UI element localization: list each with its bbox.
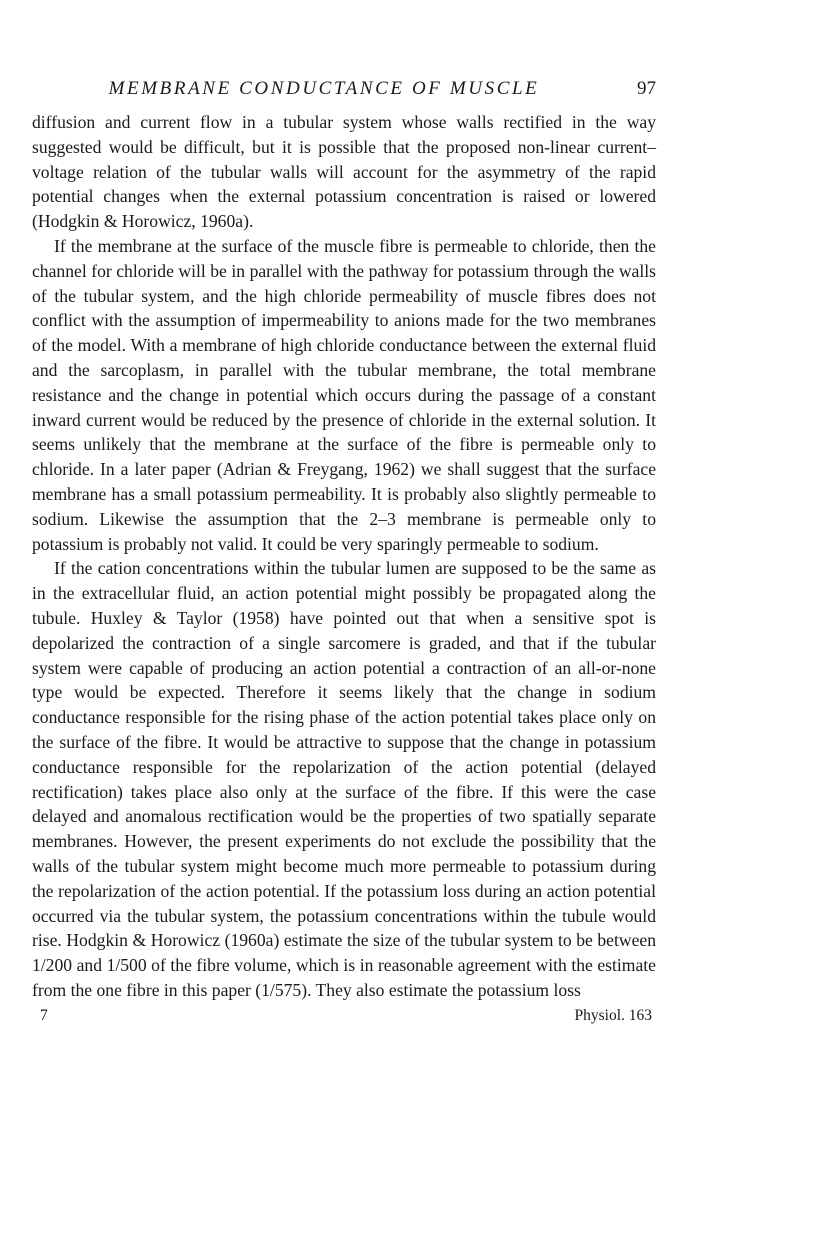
- running-title: MEMBRANE CONDUCTANCE OF MUSCLE: [108, 78, 540, 99]
- journal-reference: Physiol. 163: [574, 1006, 652, 1024]
- body-text: [32, 110, 656, 1003]
- page-number: 97: [637, 78, 656, 99]
- paragraph-chloride-permeability: If the membrane at the surface of the muscle fibre is permeable to chloride, then the channel for chloride will be in parallel with the pathway for potassium through the walls of the tubular system, and the high chloride permeability of muscle fibres does not conflict with the assumption of impermeability to anions made for the two membranes of the model. With a membrane of high chloride conductance between the external fluid and the sarcoplasm, in parallel with the tubular membrane, the total membrane resistance and the change in potential which occurs during the passage of a constant inward current would be reduced by the presence of chloride in the external solution. It seems unlikely that the membrane at the surface of the fibre is permeable only to chloride. In a later paper (Adrian & Freygang, 1962) we shall suggest that the surface membrane has a small potassium permeability. It is probably also slightly permeable to sodium. Likewise the assumption that the 2–3 membrane is permeable only to potassium is probably not valid. It could be very sparingly permeable to sodium.: [32, 235, 656, 554]
- paragraph-continuation: diffusion and current flow in a tubular system whose walls rectified in the way suggested would be difficult, but it is possible that the proposed non-linear current–voltage relation of the tubular walls will account for the asymmetry of the rapid potential changes when the external potassium concentration is raised or lowered (Hodgkin & Horowicz, 1960a).: [32, 112, 656, 232]
- paragraph-action-potential: If the cation concentrations within the tubular lumen are supposed to be the same as in the extracellular fluid, an action potential might possibly be propagated along the tubule. Huxley & Taylor (1958) have pointed out that when a sensitive spot is depolarized the contraction of a single sarcomere is graded, and that if the tubular system were capable of producing an action potential a contraction of an all-or-none type would be expected. Therefore it seems likely that the change in sodium conductance responsible for the rising phase of the action potential takes place only on the surface of the fibre. It would be attractive to suppose that the change in potassium conductance responsible for the repolarization of the action potential (delayed rectification) takes place also only at the surface of the fibre. If this were the case delayed and anomalous rectification would be the properties of two spatially separate membranes. However, the present experiments do not exclude the possibility that the walls of the tubular system might become much more permeable to potassium during the repolarization of the action potential. If the potassium loss during an action potential occurred via the tubular system, the potassium concentrations within the tubule would rise. Hodgkin & Horowicz (1960a) estimate the size of the tubular system to be between 1/200 and 1/500 of the fibre volume, which is in reasonable agreement with the estimate from the one fibre in this paper (1/575). They also estimate the potassium loss: [32, 558, 656, 1000]
- running-head: [32, 78, 656, 108]
- page-footer: [32, 1007, 656, 1031]
- signature-mark: 7: [40, 1006, 48, 1024]
- journal-page: [32, 78, 656, 1031]
